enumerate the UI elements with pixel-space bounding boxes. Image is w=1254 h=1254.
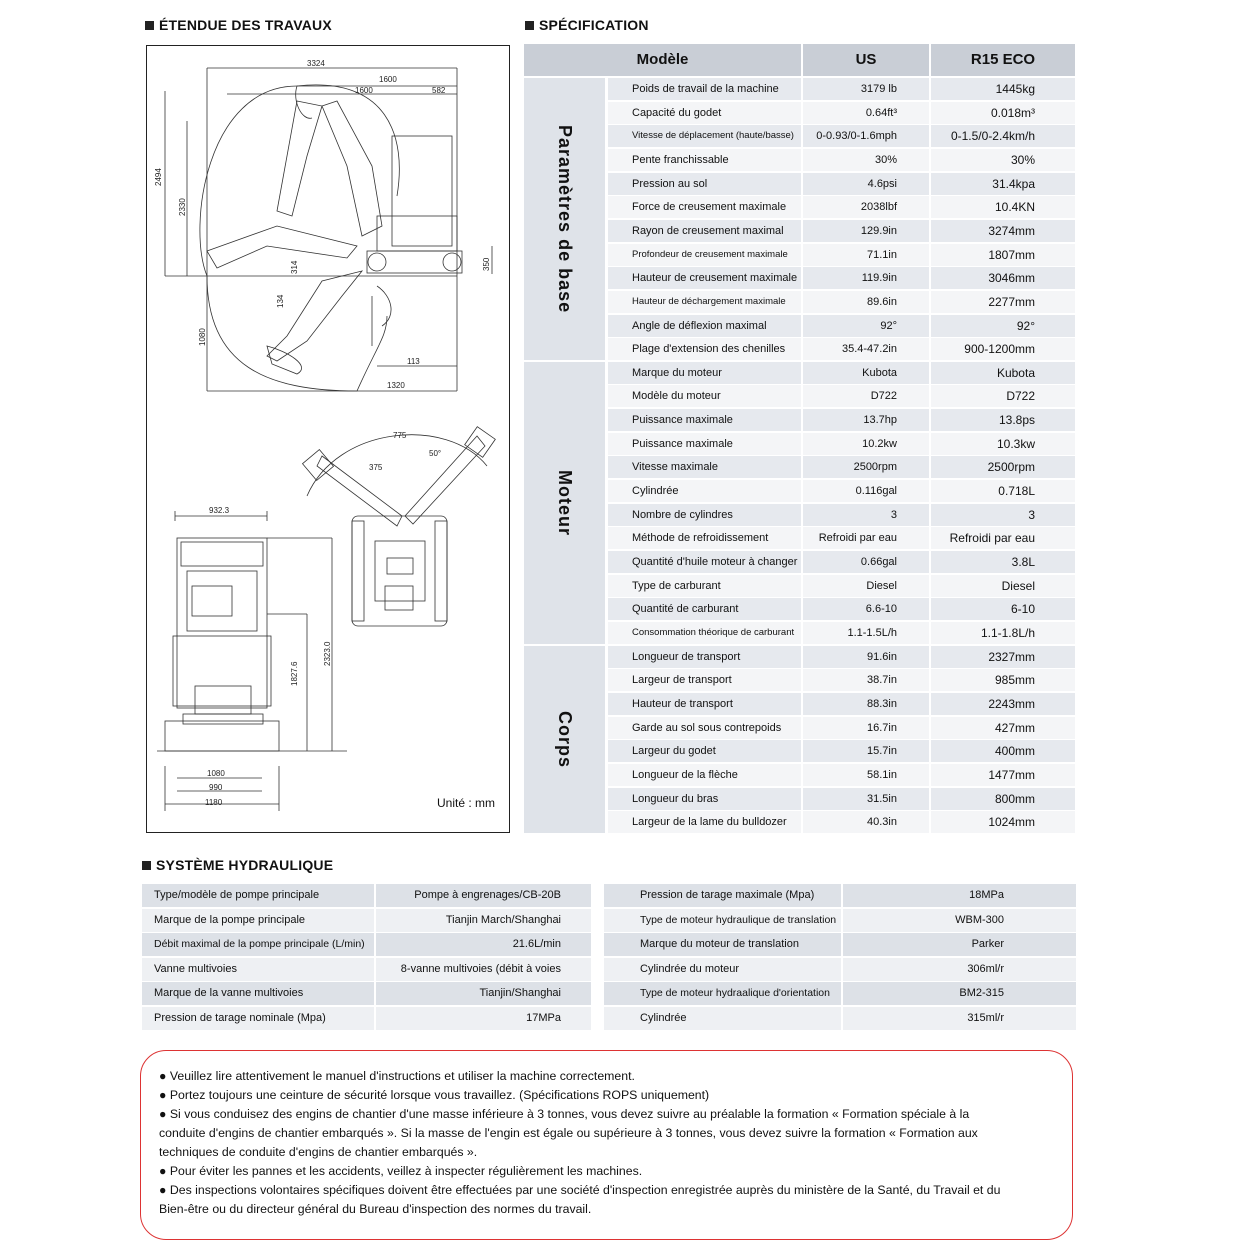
dim-3324: 3324 [307,59,325,68]
spec-value-us: 129.9in [803,220,929,242]
hydraulic-value: 8-vanne multivoies (débit à voies [376,958,591,981]
hydraulic-row [604,933,1076,958]
spec-row [524,646,1075,670]
spec-value-eco: 1477mm [931,764,1075,786]
dim-1600-a: 1600 [379,75,397,84]
spec-value-us: 4.6psi [803,173,929,195]
spec-label: Quantité d'huile moteur à changer [608,551,801,573]
spec-row [524,551,1075,575]
hydraulic-value: 21.6L/min [376,933,591,956]
spec-value-eco: Refroidi par eau [931,527,1075,549]
spec-value-us: 1.1-1.5L/h [803,622,929,644]
dim-932: 932.3 [209,506,230,515]
hydraulic-label: Marque de la vanne multivoies [142,982,374,1005]
spec-value-eco: Kubota [931,362,1075,384]
unit-label: Unité : mm [436,796,495,810]
hydraulic-value: 315ml/r [843,1007,1076,1030]
header-model: Modèle [524,44,801,76]
spec-value-eco: 92° [931,315,1075,337]
spec-value-us: Diesel [803,575,929,597]
hydraulic-row [604,982,1076,1007]
spec-label: Profondeur de creusement maximale [608,244,801,266]
header-eco: R15 ECO [931,44,1075,76]
spec-label: Largeur du godet [608,740,801,762]
spec-row [524,811,1075,835]
notice-item: ● Des inspections volontaires spécifiques doivent être effectuées par une société d'inspection enregistrée auprès du ministère de la Santé, du Travail et du Bien-être ou du directeur général du Bureau d'inspection des normes du travail. [159,1183,1001,1216]
hydraulic-label: Type de moteur hydraalique d'orientation [604,982,841,1005]
spec-header-row [524,44,1075,76]
spec-label: Hauteur de creusement maximale [608,267,801,289]
spec-label: Longueur de transport [608,646,801,668]
spec-value-eco: 10.3kw [931,433,1075,455]
spec-value-us: 0.116gal [803,480,929,502]
dim-1180: 1180 [205,798,223,807]
spec-row [524,433,1075,457]
spec-value-us: 30% [803,149,929,171]
notice-item: ● Veuillez lire attentivement le manuel d'instructions et utiliser la machine correctement. [159,1069,635,1083]
dim-1080: 1080 [198,328,207,346]
spec-value-us: 40.3in [803,811,929,833]
dim-134: 134 [276,294,285,308]
spec-label: Cylindrée [608,480,801,502]
spec-row [524,362,1075,386]
spec-row [524,291,1075,315]
dim-2494: 2494 [154,168,163,186]
spec-row [524,244,1075,268]
spec-value-eco: 13.8ps [931,409,1075,431]
hydraulic-row [142,982,591,1007]
dim-1080-b: 1080 [207,769,225,778]
spec-row [524,385,1075,409]
spec-value-us: 71.1in [803,244,929,266]
spec-label: Longueur de la flèche [608,764,801,786]
hydraulic-label: Pression de tarage nominale (Mpa) [142,1007,374,1030]
spec-row [524,102,1075,126]
spec-row [524,267,1075,291]
spec-row [524,125,1075,149]
hydraulic-row [604,884,1076,909]
hydraulic-value: WBM-300 [843,909,1076,932]
hydraulic-row [604,1007,1076,1032]
spec-group-label: Paramètres de base [555,124,575,313]
spec-value-eco: 0.718L [931,480,1075,502]
spec-value-eco: 2500rpm [931,456,1075,478]
spec-value-eco: 1024mm [931,811,1075,833]
spec-value-eco: 1.1-1.8L/h [931,622,1075,644]
spec-group-label: Moteur [555,469,575,536]
header-us: US [803,44,929,76]
spec-label: Modèle du moteur [608,385,801,407]
spec-value-us: 15.7in [803,740,929,762]
spec-value-eco: 31.4kpa [931,173,1075,195]
spec-value-us: 31.5in [803,788,929,810]
hydraulic-row [142,933,591,958]
hydraulic-label: Pression de tarage maximale (Mpa) [604,884,841,907]
spec-row [524,740,1075,764]
spec-value-us: 0-0.93/0-1.6mph [803,125,929,147]
spec-value-us: 3179 lb [803,78,929,100]
spec-value-us: 13.7hp [803,409,929,431]
hydraulic-value: 306ml/r [843,958,1076,981]
hydraulic-value: BM2-315 [843,982,1076,1005]
spec-row [524,338,1075,362]
spec-row [524,527,1075,551]
spec-label: Vitesse de déplacement (haute/basse) [608,125,801,147]
spec-label: Pente franchissable [608,149,801,171]
working-range-diagram [146,45,510,833]
dim-582: 582 [432,86,446,95]
spec-row [524,409,1075,433]
dim-2323: 2323.0 [323,641,332,666]
spec-value-us: 6.6-10 [803,598,929,620]
spec-label: Puissance maximale [608,409,801,431]
hydraulic-value: Pompe à engrenages/CB-20B [376,884,591,907]
spec-value-eco: 427mm [931,717,1075,739]
spec-value-eco: 3274mm [931,220,1075,242]
spec-label: Capacité du godet [608,102,801,124]
dim-375: 375 [369,463,383,472]
hydraulic-label: Marque du moteur de translation [604,933,841,956]
notice-list [159,1067,1009,1219]
spec-value-us: 92° [803,315,929,337]
hydraulic-row [142,909,591,934]
spec-label: Type de carburant [608,575,801,597]
spec-label: Longueur du bras [608,788,801,810]
spec-group-label: Corps [555,710,575,768]
safety-notice-box [140,1050,1073,1240]
spec-value-us: 58.1in [803,764,929,786]
spec-row [524,480,1075,504]
hydraulic-value: Parker [843,933,1076,956]
spec-label: Marque du moteur [608,362,801,384]
spec-row [524,598,1075,622]
spec-value-eco: 2327mm [931,646,1075,668]
spec-label: Méthode de refroidissement [608,527,801,549]
spec-row [524,622,1075,646]
spec-value-us: Refroidi par eau [803,527,929,549]
spec-value-eco: 0-1.5/0-2.4km/h [931,125,1075,147]
spec-value-eco: 1807mm [931,244,1075,266]
hydraulic-label: Type/modèle de pompe principale [142,884,374,907]
spec-value-eco: 2243mm [931,693,1075,715]
notice-item: ● Si vous conduisez des engins de chantier d'une masse inférieure à 3 tonnes, vous devez suivre au préalable la formation « Formation spéciale à la conduite d'engins de chantier embarqués ». Si la masse de l'engin est égale ou supérieure à 3 tonnes, vous devez suivre la formation « Formation aux techniques de conduite d'engins de chantier embarqués ». [159,1107,978,1159]
spec-value-us: 35.4-47.2in [803,338,929,360]
spec-value-eco: 3.8L [931,551,1075,573]
hydraulic-label: Cylindrée [604,1007,841,1030]
hydraulic-value: 18MPa [843,884,1076,907]
spec-label: Angle de déflexion maximal [608,315,801,337]
notice-item: ● Portez toujours une ceinture de sécurité lorsque vous travaillez. (Spécifications ROPS uniquement) [159,1088,710,1102]
spec-row [524,764,1075,788]
section-title-works [145,17,332,33]
hydraulic-label: Vanne multivoies [142,958,374,981]
spec-label: Poids de travail de la machine [608,78,801,100]
hydraulic-label: Marque de la pompe principale [142,909,374,932]
section-title-spec [525,17,649,33]
dim-113: 113 [407,357,420,366]
spec-label: Consommation théorique de carburant [608,622,801,644]
spec-label: Nombre de cylindres [608,504,801,526]
spec-value-eco: D722 [931,385,1075,407]
hydraulic-row [142,1007,591,1032]
spec-row [524,315,1075,339]
spec-value-us: 0.64ft³ [803,102,929,124]
spec-value-us: 16.7in [803,717,929,739]
hydraulic-table-right [604,884,1076,1031]
spec-label: Force de creusement maximale [608,196,801,218]
notice-item: ● Pour éviter les pannes et les accidents, veillez à inspecter régulièrement les machines. [159,1164,643,1178]
spec-value-us: D722 [803,385,929,407]
spec-row [524,717,1075,741]
works-title-text: ÉTENDUE DES TRAVAUX [159,17,332,33]
hydraulic-table-left [142,884,591,1031]
spec-label: Quantité de carburant [608,598,801,620]
spec-row [524,456,1075,480]
hydraulic-value: Tianjin March/Shanghai [376,909,591,932]
spec-row [524,788,1075,812]
spec-value-eco: 0.018m³ [931,102,1075,124]
spec-value-eco: 900-1200mm [931,338,1075,360]
spec-label: Puissance maximale [608,433,801,455]
spec-value-eco: 985mm [931,669,1075,691]
spec-value-us: 91.6in [803,646,929,668]
spec-value-eco: 1445kg [931,78,1075,100]
spec-value-eco: 6-10 [931,598,1075,620]
spec-value-us: 0.66gal [803,551,929,573]
spec-value-eco: 800mm [931,788,1075,810]
hydraulic-title-text: SYSTÈME HYDRAULIQUE [156,857,334,873]
spec-row [524,575,1075,599]
spec-value-eco: 3046mm [931,267,1075,289]
spec-value-us: 38.7in [803,669,929,691]
spec-title-text: SPÉCIFICATION [539,17,649,33]
spec-value-us: Kubota [803,362,929,384]
dim-1600-b: 1600 [355,86,373,95]
spec-row [524,220,1075,244]
section-title-hydraulic [142,857,333,873]
spec-value-eco: 30% [931,149,1075,171]
spec-label: Garde au sol sous contrepoids [608,717,801,739]
spec-label: Pression au sol [608,173,801,195]
hydraulic-label: Cylindrée du moteur [604,958,841,981]
dim-2330: 2330 [178,198,187,216]
dim-1827: 1827.6 [290,661,299,686]
spec-value-eco: 2277mm [931,291,1075,313]
spec-label: Hauteur de déchargement maximale [608,291,801,313]
spec-value-us: 89.6in [803,291,929,313]
hydraulic-label: Type de moteur hydraulique de translation [604,909,841,932]
spec-label: Largeur de transport [608,669,801,691]
dim-50-deg: 50° [429,449,442,458]
spec-value-eco: 400mm [931,740,1075,762]
dim-314: 314 [290,260,299,274]
spec-row [524,669,1075,693]
hydraulic-row [142,884,591,909]
spec-row [524,693,1075,717]
spec-value-us: 88.3in [803,693,929,715]
spec-value-us: 2500rpm [803,456,929,478]
hydraulic-row [604,909,1076,934]
spec-value-eco: 3 [931,504,1075,526]
dim-990: 990 [209,783,223,792]
spec-label: Largeur de la lame du bulldozer [608,811,801,833]
spec-value-us: 119.9in [803,267,929,289]
hydraulic-label: Débit maximal de la pompe principale (L/min) [142,933,374,956]
spec-label: Rayon de creusement maximal [608,220,801,242]
spec-value-eco: 10.4KN [931,196,1075,218]
spec-value-eco: Diesel [931,575,1075,597]
hydraulic-row [604,958,1076,983]
spec-row [524,173,1075,197]
dim-350: 350 [482,257,491,271]
spec-table [524,44,1075,830]
spec-value-us: 10.2kw [803,433,929,455]
hydraulic-value: 17MPa [376,1007,591,1030]
spec-row [524,149,1075,173]
spec-row [524,196,1075,220]
dim-1320: 1320 [387,381,405,390]
spec-value-us: 3 [803,504,929,526]
spec-row [524,78,1075,102]
spec-value-us: 2038lbf [803,196,929,218]
spec-row [524,504,1075,528]
dimension-labels [147,46,509,832]
spec-label: Hauteur de transport [608,693,801,715]
hydraulic-row [142,958,591,983]
spec-label: Vitesse maximale [608,456,801,478]
spec-label: Plage d'extension des chenilles [608,338,801,360]
dim-775: 775 [393,431,407,440]
hydraulic-value: Tianjin/Shanghai [376,982,591,1005]
